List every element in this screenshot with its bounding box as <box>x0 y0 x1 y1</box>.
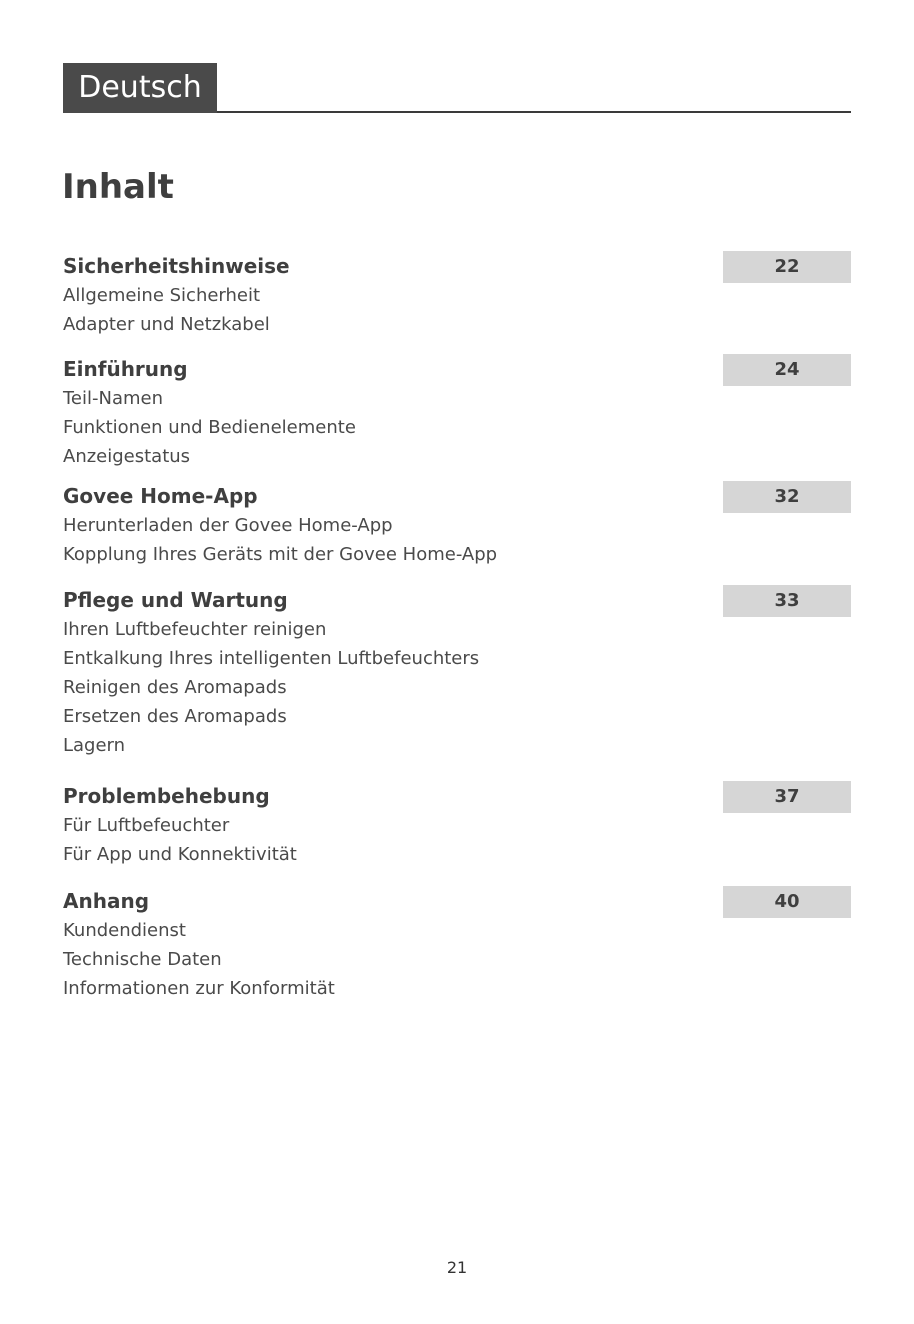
toc-section-heading[interactable]: Anhang <box>63 889 150 913</box>
toc-section-heading[interactable]: Problembehebung <box>63 784 270 808</box>
toc-section-problembehebung <box>63 782 851 869</box>
toc-section-heading[interactable]: Pflege und Wartung <box>63 588 288 612</box>
toc-page-badge[interactable]: 33 <box>723 585 851 617</box>
toc-entry[interactable]: Funktionen und Bedienelemente <box>63 417 356 438</box>
toc-section-einfuehrung <box>63 355 851 471</box>
toc-entry[interactable]: Für App und Konnektivität <box>63 844 297 865</box>
toc-entry[interactable]: Kopplung Ihres Geräts mit der Govee Home-App <box>63 544 498 565</box>
toc-entry[interactable]: Herunterladen der Govee Home-App <box>63 515 393 536</box>
toc-section-pflege-und-wartung <box>63 586 851 760</box>
toc-entry[interactable]: Kundendienst <box>63 920 186 941</box>
language-tab: Deutsch <box>63 63 217 113</box>
toc-page-badge[interactable]: 24 <box>723 354 851 386</box>
toc-entry[interactable]: Ihren Luftbefeuchter reinigen <box>63 619 327 640</box>
toc-entry[interactable]: Ersetzen des Aromapads <box>63 706 287 727</box>
toc-entry[interactable]: Anzeigestatus <box>63 446 191 467</box>
toc-entry[interactable]: Lagern <box>63 735 126 756</box>
toc-section-heading[interactable]: Einführung <box>63 357 188 381</box>
toc-section-sicherheitshinweise <box>63 252 851 339</box>
toc-entry[interactable]: Für Luftbefeuchter <box>63 815 230 836</box>
page-number: 21 <box>446 1258 468 1277</box>
toc-entry[interactable]: Informationen zur Konformität <box>63 978 335 999</box>
toc-page-badge[interactable]: 37 <box>723 781 851 813</box>
toc-page-badge[interactable]: 22 <box>723 251 851 283</box>
toc-section-govee-home-app <box>63 482 851 569</box>
page-title: Inhalt <box>62 167 174 207</box>
toc-page-badge[interactable]: 40 <box>723 886 851 918</box>
toc-section-anhang <box>63 887 851 1003</box>
toc-page-badge[interactable]: 32 <box>723 481 851 513</box>
toc-entry[interactable]: Allgemeine Sicherheit <box>63 285 261 306</box>
toc-section-heading[interactable]: Govee Home-App <box>63 484 258 508</box>
toc-section-heading[interactable]: Sicherheitshinweise <box>63 254 290 278</box>
toc-entry[interactable]: Adapter und Netzkabel <box>63 314 270 335</box>
toc-entry[interactable]: Entkalkung Ihres intelligenten Luftbefeuchters <box>63 648 480 669</box>
header-rule <box>217 111 851 113</box>
toc-entry[interactable]: Reinigen des Aromapads <box>63 677 287 698</box>
toc-entry[interactable]: Teil-Namen <box>63 388 164 409</box>
toc-entry[interactable]: Technische Daten <box>63 949 222 970</box>
